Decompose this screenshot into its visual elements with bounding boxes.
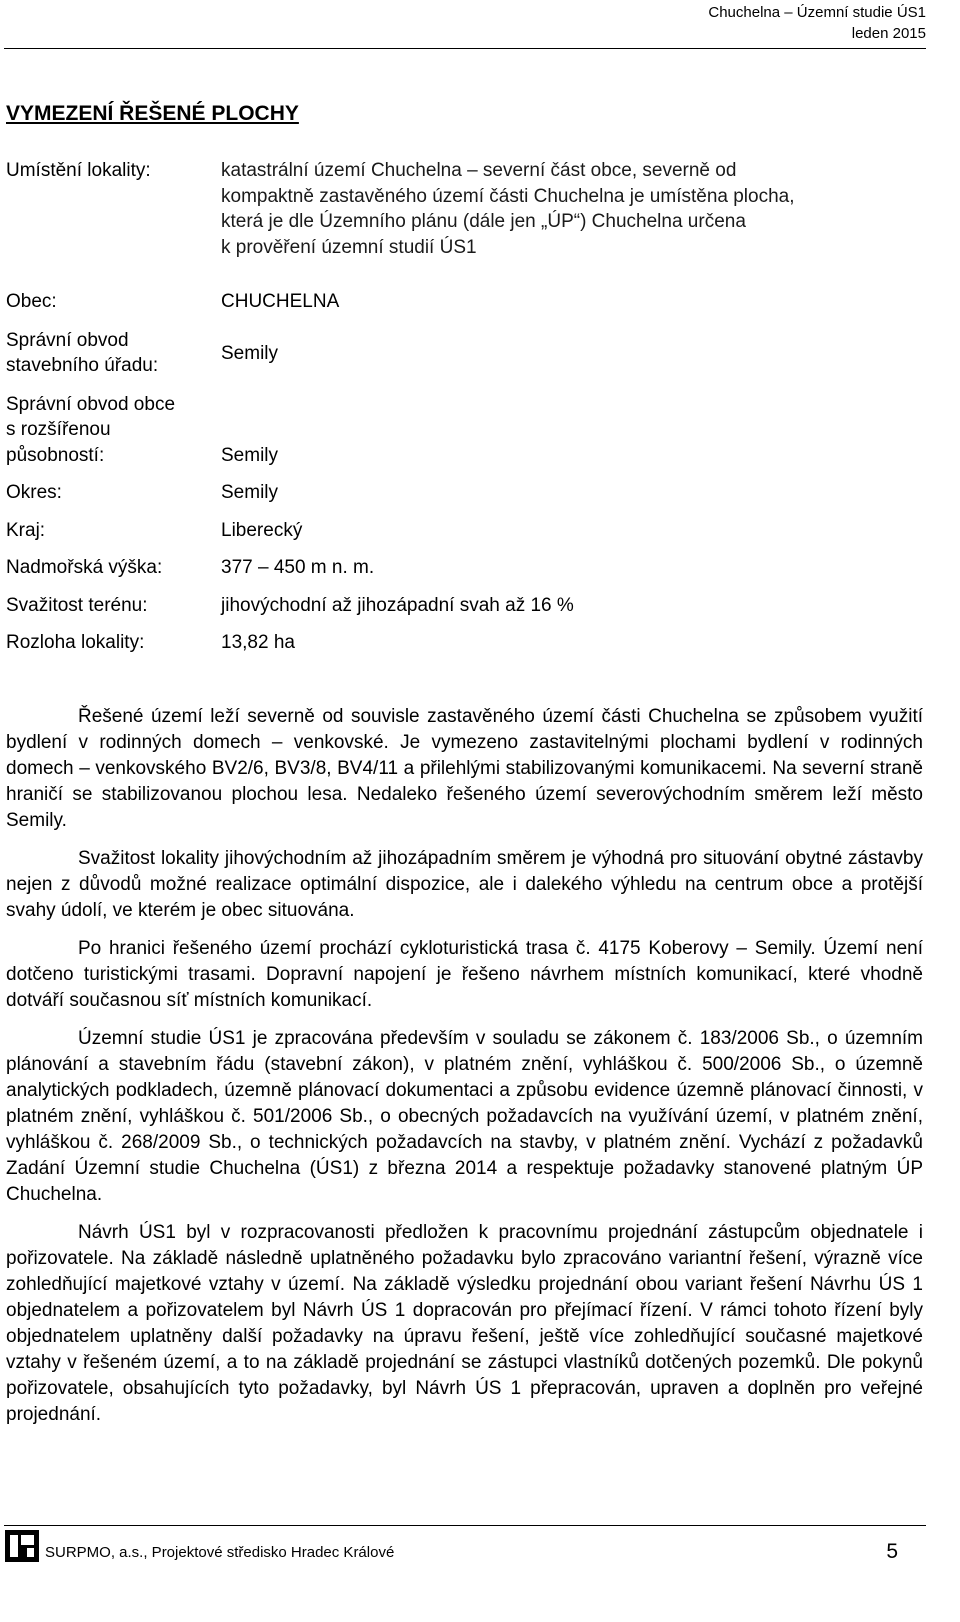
page-number: 5	[886, 1540, 898, 1563]
location-line: k prověření územní studií ÚS1	[221, 236, 477, 258]
extended-district-label	[6, 392, 221, 469]
building-office-label-line: Správní obvod	[6, 329, 129, 351]
extended-district-label-line: s rozšířenou	[6, 419, 111, 440]
paragraph: Svažitost lokality jihovýchodním až jihozápadním směrem je výhodná pro situování obytné zástavby nejen z důvodů možné realizace optimální dispozice, ale i dalekého výhledu na centrum obce a protější svahy údolí, ve kterém je obec situována.	[6, 848, 923, 921]
area-label: Rozloha lokality:	[6, 632, 145, 653]
building-office-label-line: stavebního úřadu:	[6, 355, 159, 376]
paragraph: Řešené území leží severně od souvisle zastavěného území části Chuchelna se způsobem využití bydlení v rodinných domech – venkovské. Je vymezeno zastavitelnými plochami bydlení v rodinných domech – venkovského BV2/6, BV3/8, BV4/11 a přilehlými stabilizovanými komunikacemi. Na severní straně hraničí se stabilizovanou plochou lesa. Nedaleko řešeného území severovýchodním směrem leží město Semily.	[6, 706, 923, 831]
info-row-district	[6, 480, 926, 506]
header-date: leden 2015	[851, 25, 926, 42]
info-row-slope	[6, 593, 926, 619]
header-rule	[4, 48, 926, 49]
altitude-value: 377 – 450 m n. m.	[221, 557, 375, 578]
extended-district-value: Semily	[221, 444, 279, 466]
municipality-value: CHUCHELNA	[221, 291, 340, 312]
locality-info	[6, 158, 926, 656]
paragraph: Po hranici řešeného území prochází cykloturistická trasa č. 4175 Koberovy – Semily. Území není dotčeno turistickými trasami. Dopravní napojení je řešeno návrhem místních komunikací, které vhodně dotváří současnou síť místních komunikací.	[6, 938, 923, 1011]
slope-label: Svažitost terénu:	[6, 594, 148, 616]
location-line: kompaktně zastavěného území části Chuchelna je umístěna plocha,	[221, 185, 795, 207]
location-label: Umístění lokality:	[6, 160, 151, 181]
section-title: VYMEZENÍ ŘEŠENÉ PLOCHY	[6, 102, 299, 125]
info-row-building-office	[6, 328, 926, 379]
page-header	[708, 2, 926, 44]
district-value: Semily	[221, 482, 279, 503]
body-text	[6, 704, 923, 1440]
region-value: Liberecký	[221, 519, 303, 541]
area-value: 13,82 ha	[221, 632, 295, 653]
info-row-altitude	[6, 555, 926, 581]
location-line: která je dle Územního plánu (dále jen „ÚP“) Chuchelna určena	[221, 211, 746, 232]
location-value	[221, 158, 926, 260]
extended-district-label-line: Správní obvod obce	[6, 393, 176, 415]
info-row-area	[6, 630, 926, 656]
extended-district-label-line: působností:	[6, 444, 105, 466]
info-row-location	[6, 158, 926, 260]
altitude-label: Nadmořská výška:	[6, 557, 163, 578]
info-row-region	[6, 518, 926, 544]
surpmo-logo	[5, 1530, 39, 1562]
info-row-extended-district	[6, 392, 926, 469]
building-office-value: Semily	[221, 342, 279, 364]
paragraph: Návrh ÚS1 byl v rozpracovanosti předložen k pracovnímu projednání zástupcům objednatele i pořizovatele. Na základě následně uplatněného požadavku bylo zpracováno variantní řešení, výrazně více zohledňující majetkové vztahy v území. Na základě výsledku projednání obou variant řešení Návrhu ÚS 1 objednatelem a pořizovatelem byl Návrh ÚS 1 dopracován pro přejímací řízení. V rámci tohoto řízení byly objednatelem uplatněny další požadavky na úpravu řešení, ještě více zohledňující současné majetkové vztahy v řešeném území, a to na základě projednání se zástupci vlastníků dotčených pozemků. Dle pokynů pořizovatele, obsahujících tyto požadavky, byl Návrh ÚS 1 přepracován, upraven a doplněn pro veřejné projednání.	[6, 1222, 923, 1425]
building-office-label	[6, 328, 221, 379]
district-label: Okres:	[6, 482, 62, 503]
municipality-label: Obec:	[6, 291, 57, 312]
footer-rule	[4, 1525, 926, 1526]
slope-value: jihovýchodní až jihozápadní svah až 16 %	[221, 594, 574, 616]
paragraph: Územní studie ÚS1 je zpracována především v souladu se zákonem č. 183/2006 Sb., o územním plánování a stavebním řádu (stavební zákon), v platném znění, vyhláškou č. 500/2006 Sb., o územně analytických podkladech, územně plánovací dokumentaci a způsobu evidence územně plánovací činnosti, v platném znění, vyhláškou č. 501/2006 Sb., o obecných požadavcích na využívání území, v platném znění, vyhláškou č. 268/2009 Sb., o technických požadavcích na stavby, v platném znění. Vychází z požadavků Zadání Územní studie Chuchelna (ÚS1) z března 2014 a respektuje požadavky stanovené platným ÚP Chuchelna.	[6, 1028, 923, 1205]
region-label: Kraj:	[6, 519, 46, 541]
location-line: katastrální území Chuchelna – severní část obce, severně od	[221, 160, 737, 181]
footer-organization: SURPMO, a.s., Projektové středisko Hradec Králové	[45, 1544, 395, 1561]
info-row-municipality	[6, 289, 926, 315]
header-title: Chuchelna – Územní studie ÚS1	[708, 4, 926, 21]
